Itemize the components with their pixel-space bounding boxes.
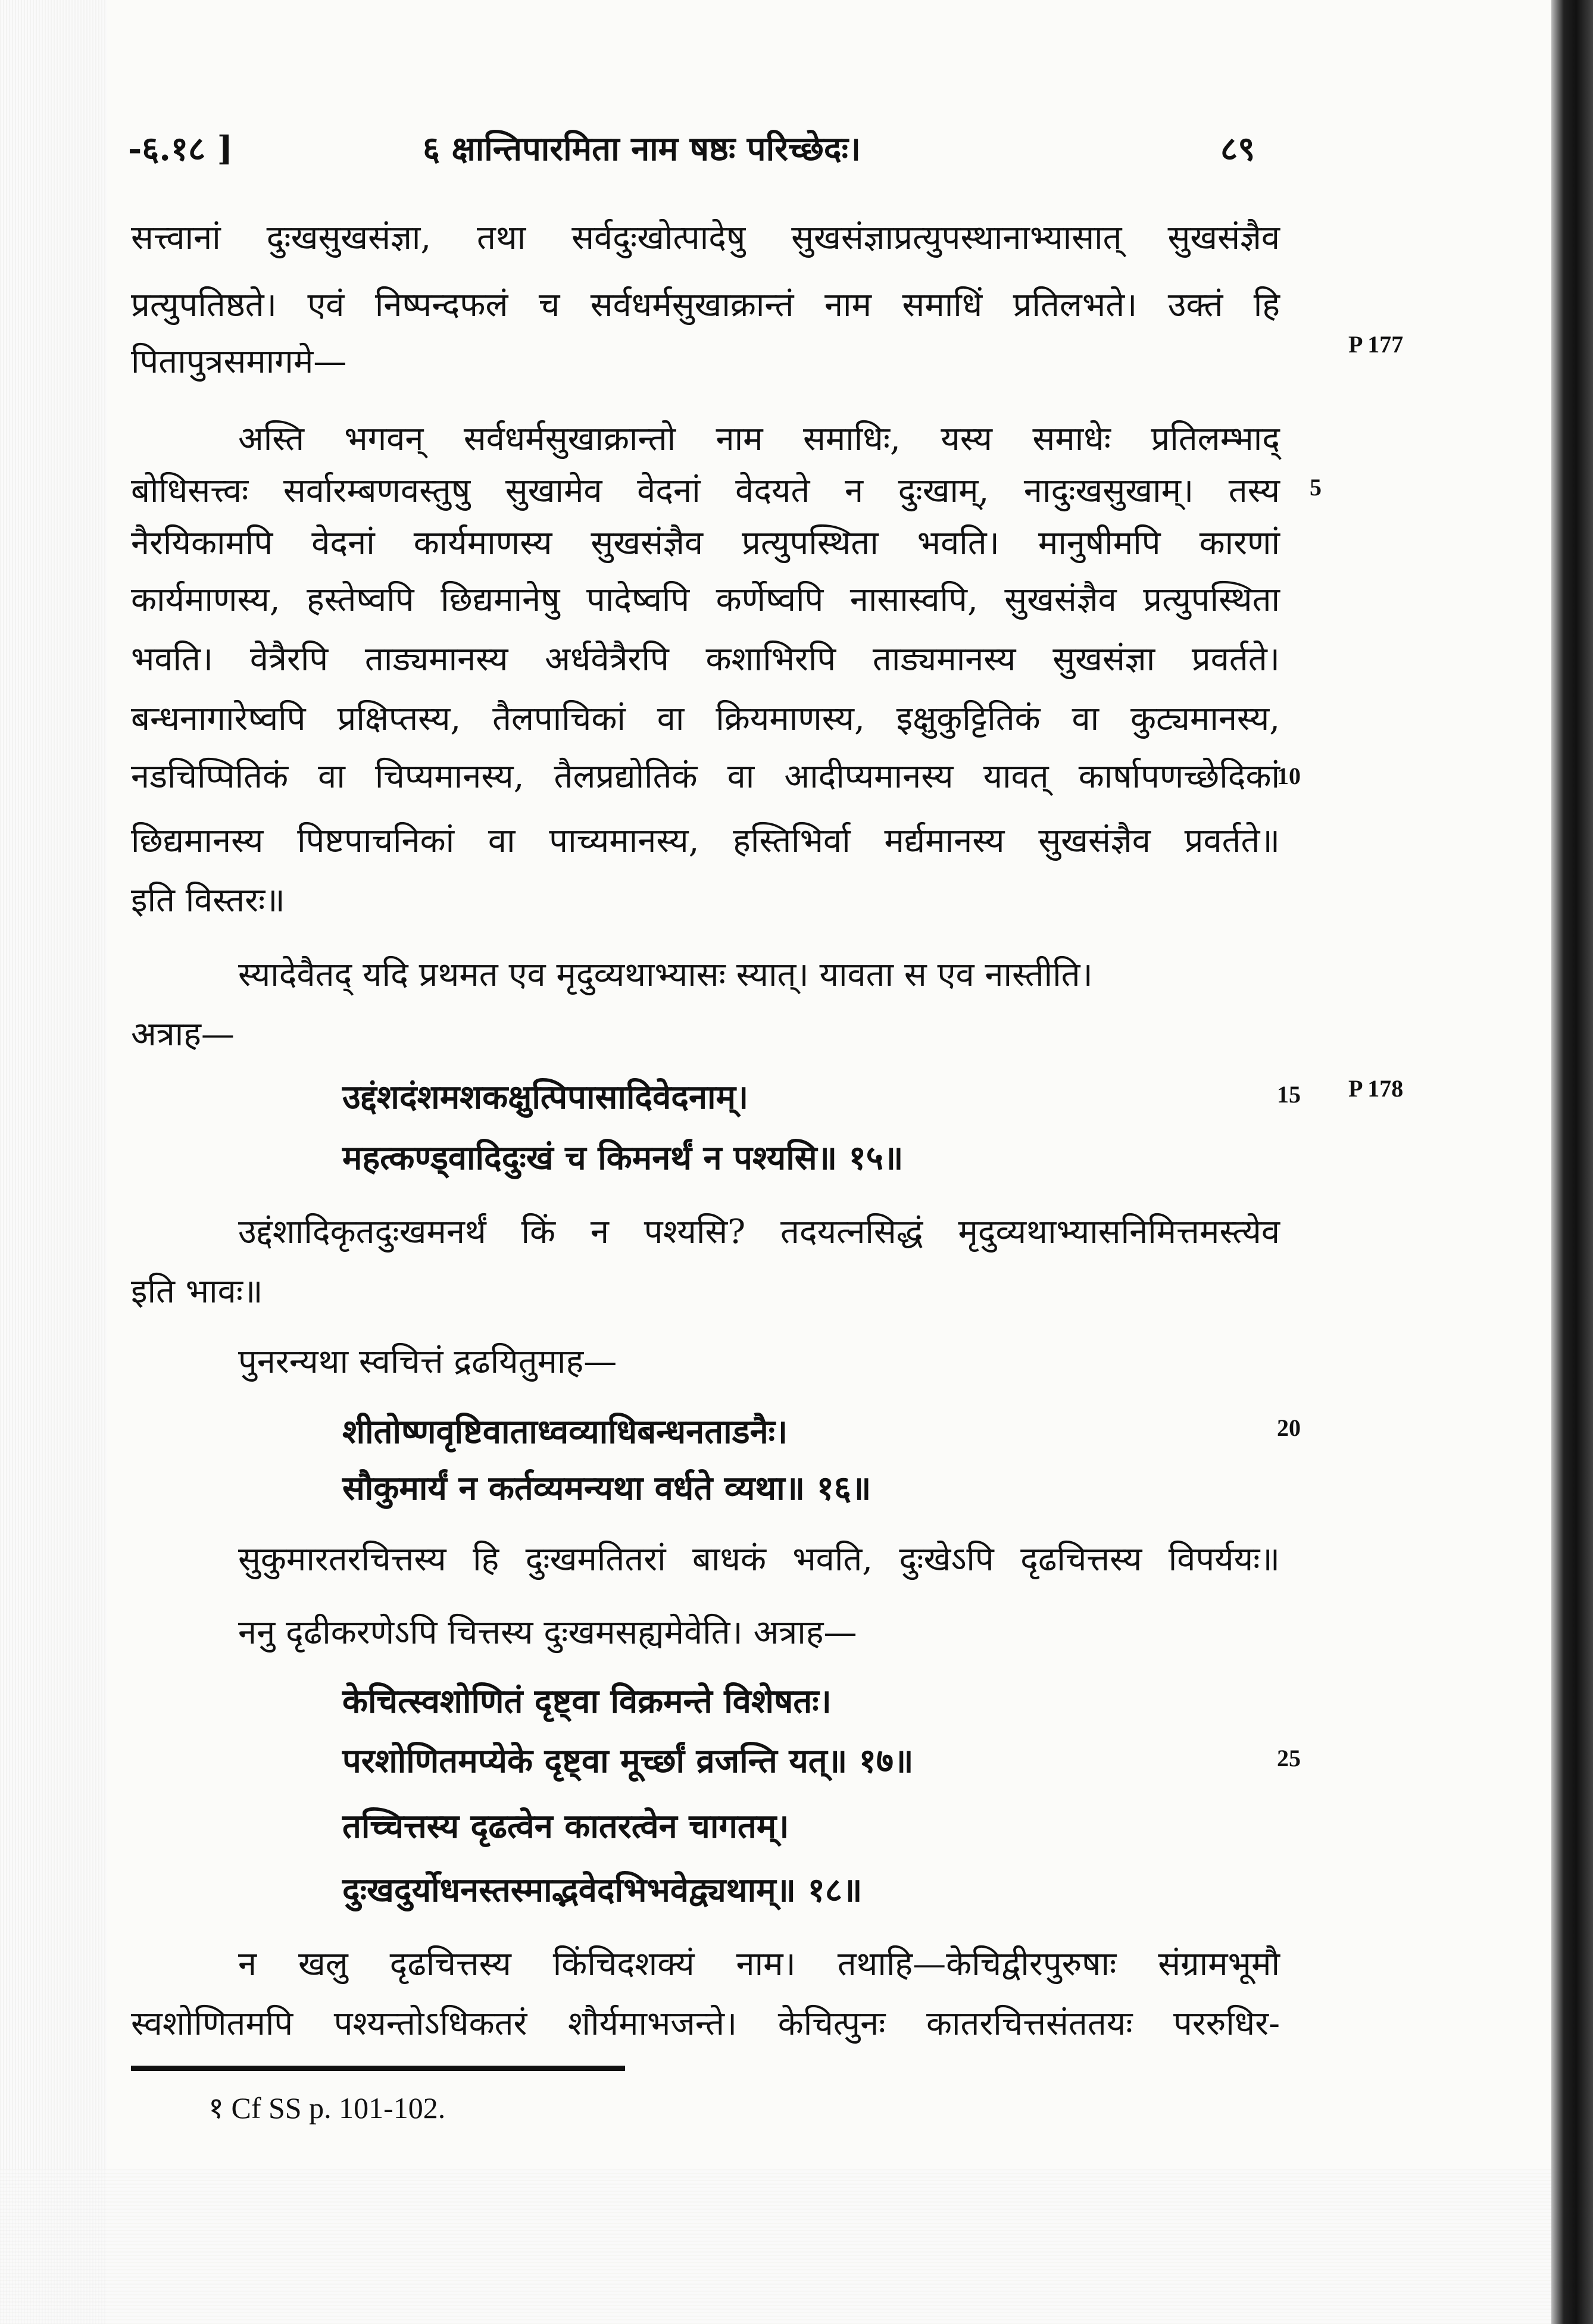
running-title: ६ क्षान्तिपारमिता नाम षष्ठः परिच्छेदः। bbox=[423, 129, 861, 168]
page-number: ८९ bbox=[1220, 129, 1255, 168]
verse-line: परशोणितमप्येके दृष्ट्वा मूर्च्छां व्रजन्ति यत्॥ १७॥ bbox=[342, 1741, 914, 1781]
line-number: 10 bbox=[1277, 763, 1301, 789]
commentary-line: स्वशोणितमपि पश्यन्तोऽधिकतरं शौर्यमाभजन्ते। केचित्पुनः कातरचित्तसंततयः पररुधिर- bbox=[131, 2004, 1280, 2043]
commentary-line: न खलु दृढचित्तस्य किंचिदशक्यं नाम। तथाहि—केचिद्वीरपुरुषाः संग्रामभूमौ bbox=[238, 1945, 1280, 1983]
quote-line: इति विस्तरः॥ bbox=[131, 881, 285, 920]
quote-line: बोधिसत्त्वः सर्वारम्बणवस्तुषु सुखामेव वेदनां वेदयते न दुःखाम्, नादुःखसुखाम्। तस्य bbox=[131, 471, 1280, 510]
commentary-line: ननु दृढीकरणेऽपि चित्तस्य दुःखमसह्यमेवेति। अत्राह— bbox=[238, 1613, 857, 1652]
verse-line: उद्दंशदंशमशकक्षुत्पिपासादिवेदनाम्। bbox=[342, 1077, 749, 1117]
quote-line: नडचिप्पितिकं वा चिप्यमानस्य, तैलप्रद्योतिकं वा आदीप्यमानस्य यावत् कार्षापणच्छेदिकां bbox=[131, 757, 1280, 796]
quote-line: कार्यमाणस्य, हस्तेष्वपि छिद्यमानेषु पादेष्वपि कर्णेष्वपि नासास्वपि, सुखसंज्ञैव प्रत्युपस्थिता bbox=[131, 580, 1280, 619]
line-number: 5 bbox=[1310, 474, 1322, 501]
body-line: स्यादेवैतद् यदि प्रथमत एव मृदुव्यथाभ्यासः स्यात्। यावता स एव नास्तीति। bbox=[238, 955, 1093, 994]
quote-line: भवति। वेत्रैरपि ताड्यमानस्य अर्धवेत्रैरपि कशाभिरपि ताड्यमानस्य सुखसंज्ञा प्रवर्तते। bbox=[131, 640, 1280, 679]
body-line: अत्राह— bbox=[131, 1015, 235, 1054]
verse-line: महत्कण्ड्वादिदुःखं च किमनर्थं न पश्यसि॥ १५॥ bbox=[342, 1138, 904, 1177]
margin-ref: P 178 bbox=[1348, 1075, 1404, 1102]
verse-line: तच्चित्तस्य दृढत्वेन कातरत्वेन चागतम्। bbox=[342, 1807, 789, 1846]
commentary-line: इति भावः॥ bbox=[131, 1272, 263, 1311]
scan-grain-left bbox=[0, 0, 107, 2324]
line-number: 20 bbox=[1277, 1414, 1301, 1441]
section-range: -६.१८ ] bbox=[128, 129, 233, 168]
commentary-line: पुनरन्यथा स्वचित्तं द्रढयितुमाह— bbox=[238, 1342, 617, 1381]
commentary-line: उद्दंशादिकृतदुःखमनर्थं किं न पश्यसि? तदयत्नसिद्धं मृदुव्यथाभ्यासनिमित्तमस्त्येव bbox=[238, 1213, 1280, 1251]
body-line: पितापुत्रसमागमे— bbox=[131, 342, 347, 381]
margin-ref: P 177 bbox=[1348, 331, 1404, 358]
body-line: प्रत्युपतिष्ठते। एवं निष्पन्दफलं च सर्वधर्मसुखाक्रान्तं नाम समाधिं प्रतिलभते। उक्तं हि bbox=[131, 286, 1280, 324]
quote-line: अस्ति भगवन् सर्वधर्मसुखाक्रान्तो नाम समाधिः, यस्य समाधेः प्रतिलम्भाद् bbox=[238, 420, 1280, 458]
body-line: सत्त्वानां दुःखसुखसंज्ञा, तथा सर्वदुःखोत्पादेषु सुखसंज्ञाप्रत्युपस्थानाभ्यासात् सुखसंज्ञैव bbox=[131, 218, 1280, 257]
quote-line: बन्धनागारेष्वपि प्रक्षिप्तस्य, तैलपाचिकां वा क्रियमाणस्य, इक्षुकुट्टितिकं वा कुट्यमानस्य, bbox=[131, 699, 1280, 738]
verse-line: दुःखदुर्योधनस्तस्माद्भवेदभिभवेद्व्यथाम्॥ १८॥ bbox=[342, 1870, 863, 1910]
footnote: १ Cf SS p. 101-102. bbox=[208, 2091, 446, 2125]
verse-line: शीतोष्णवृष्टिवाताध्वव्याधिबन्धनताडनैः। bbox=[342, 1412, 788, 1451]
line-number: 15 bbox=[1277, 1081, 1301, 1108]
scan-grain-bottom bbox=[0, 2169, 1593, 2324]
footnote-rule bbox=[131, 2066, 625, 2071]
verse-line: केचित्स्वशोणितं दृष्ट्वा विक्रमन्ते विशेषतः। bbox=[342, 1682, 832, 1721]
quote-line: नैरयिकामपि वेदनां कार्यमाणस्य सुखसंज्ञैव प्रत्युपस्थिता भवति। मानुषीमपि कारणां bbox=[131, 524, 1280, 563]
verse-line: सौकुमार्यं न कर्तव्यमन्यथा वर्धते व्यथा॥ १६॥ bbox=[342, 1469, 872, 1508]
quote-line: छिद्यमानस्य पिष्टपाचनिकां वा पाच्यमानस्य, हस्तिभिर्वा मर्द्यमानस्य सुखसंज्ञैव प्रवर्तते॥ bbox=[131, 821, 1280, 860]
commentary-line: सुकुमारतरचित्तस्य हि दुःखमतितरां बाधकं भवति, दुःखेऽपि दृढचित्तस्य विपर्ययः॥ bbox=[238, 1540, 1280, 1579]
scan-edge bbox=[1551, 0, 1593, 2324]
line-number: 25 bbox=[1277, 1745, 1301, 1772]
